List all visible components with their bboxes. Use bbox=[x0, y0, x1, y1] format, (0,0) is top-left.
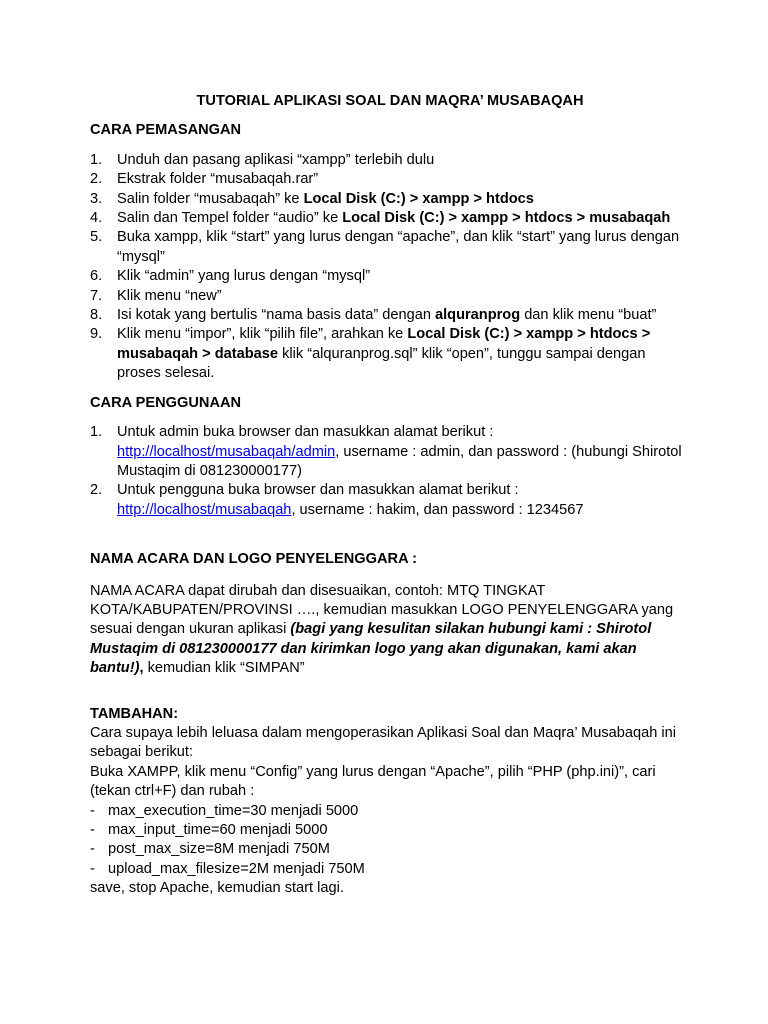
step-path: Local Disk (C:) > xampp > htdocs > musabaqah bbox=[342, 210, 671, 227]
event-text: NAMA ACARA dapat dirubah dan disesuaikan, contoh: MTQ TINGKAT KOTA/KABUPATEN/PROVINSI …., kemudian masukkan LOGO PENYELENGGARA yang sesuai dengan ukuran aplikasi bbox=[90, 582, 674, 638]
install-step bbox=[90, 287, 690, 306]
step-text: dan klik menu “buat” bbox=[520, 307, 657, 324]
step-number: 7. bbox=[90, 287, 103, 304]
dash-bullet: - bbox=[90, 860, 95, 877]
dash-bullet: - bbox=[90, 822, 95, 838]
event-text-end: kemudian klik “SIMPAN” bbox=[143, 660, 305, 677]
php-setting-text: upload_max_filesize=2M menjadi 750M bbox=[108, 860, 365, 877]
install-step bbox=[90, 151, 690, 170]
install-step bbox=[90, 267, 690, 286]
extra-instruction: Buka XAMPP, klik menu “Config” yang lurus dengan “Apache”, pilih “PHP (php.ini)”, cari (tekan ctrl+F) dan rubah : bbox=[90, 763, 656, 800]
php-setting-item bbox=[90, 802, 690, 821]
step-text: klik “alquranprog.sql” klik “open”, tunggu sampai dengan proses selesai. bbox=[117, 345, 646, 382]
step-text: Klik menu “impor”, klik “pilih file”, arahkan ke bbox=[117, 326, 408, 343]
step-number: 1. bbox=[90, 151, 103, 168]
php-setting-item bbox=[90, 840, 690, 859]
step-text: Salin folder “musabaqah” ke bbox=[117, 190, 304, 207]
step-number: 6. bbox=[90, 268, 103, 285]
install-step bbox=[90, 209, 690, 228]
php-setting-text: max_execution_time=30 menjadi 5000 bbox=[108, 802, 359, 819]
step-text: , username : admin, dan password : (hubungi Shirotol Mustaqim di 081230000177) bbox=[117, 443, 682, 479]
usage-step bbox=[90, 423, 690, 481]
install-step bbox=[90, 306, 690, 325]
install-step bbox=[90, 190, 690, 209]
step-text: Isi kotak yang bertulis “nama basis data” dengan bbox=[117, 307, 435, 324]
step-text: Klik “admin” yang lurus dengan “mysql” bbox=[117, 268, 371, 285]
usage-step bbox=[90, 481, 690, 520]
step-number: 3. bbox=[90, 190, 103, 207]
install-step bbox=[90, 325, 690, 383]
step-text: , username : hakim, dan password : 1234567 bbox=[291, 501, 584, 518]
event-comma: , bbox=[139, 660, 144, 677]
extra-heading: TAMBAHAN: bbox=[90, 705, 179, 722]
dash-bullet: - bbox=[90, 841, 95, 858]
event-paragraph bbox=[90, 582, 690, 679]
event-contact-note: (bagi yang kesulitan silakan hubungi kami : Shirotol Mustaqim di 081230000177 dan kirimkan logo yang akan digunakan, kami akan bantu!) bbox=[90, 621, 652, 677]
php-setting-item bbox=[90, 860, 690, 879]
dash-bullet: - bbox=[90, 802, 95, 819]
php-setting-text: max_input_time=60 menjadi 5000 bbox=[108, 822, 328, 838]
step-text: Unduh dan pasang aplikasi “xampp” terlebih dulu bbox=[117, 151, 435, 168]
document-title: TUTORIAL APLIKASI SOAL DAN MAQRA’ MUSABAQAH bbox=[196, 93, 584, 109]
php-setting-text: post_max_size=8M menjadi 750M bbox=[108, 841, 330, 858]
install-steps-list bbox=[90, 151, 690, 384]
step-text: Untuk admin buka browser dan masukkan alamat berikut : bbox=[117, 424, 494, 441]
step-text: Salin dan Tempel folder “audio” ke bbox=[117, 210, 343, 227]
extra-closing: save, stop Apache, kemudian start lagi. bbox=[90, 880, 344, 897]
usage-heading: CARA PENGGUNAAN bbox=[90, 394, 242, 411]
step-number: 8. bbox=[90, 307, 103, 324]
install-step bbox=[90, 170, 690, 189]
user-url-link[interactable]: http://localhost/musabaqah bbox=[117, 501, 292, 518]
install-heading: CARA PEMASANGAN bbox=[90, 122, 242, 139]
database-name: alquranprog bbox=[435, 307, 521, 324]
step-text: Untuk pengguna buka browser dan masukkan alamat berikut : bbox=[117, 482, 519, 499]
step-path: Local Disk (C:) > xampp > htdocs bbox=[303, 190, 534, 207]
event-heading: NAMA ACARA DAN LOGO PENYELENGGARA : bbox=[90, 551, 418, 568]
step-number: 4. bbox=[90, 210, 103, 227]
step-number: 5. bbox=[90, 229, 103, 246]
php-setting-item bbox=[90, 821, 690, 840]
document-page bbox=[90, 92, 690, 899]
step-text: Buka xampp, klik “start” yang lurus dengan “apache”, dan klik “start” yang lurus dengan “mysql” bbox=[117, 229, 680, 265]
step-text: Ekstrak folder “musabaqah.rar” bbox=[117, 171, 319, 188]
admin-url-link[interactable]: http://localhost/musabaqah/admin bbox=[117, 443, 336, 460]
install-step bbox=[90, 228, 690, 267]
step-number: 2. bbox=[90, 171, 103, 188]
step-path: Local Disk (C:) > xampp > htdocs > musabaqah > database bbox=[117, 326, 651, 362]
step-text: Klik menu “new” bbox=[117, 287, 222, 304]
usage-steps-list bbox=[90, 423, 690, 520]
step-number: 1. bbox=[90, 424, 103, 441]
php-settings-list bbox=[90, 802, 690, 880]
step-number: 9. bbox=[90, 326, 103, 343]
step-number: 2. bbox=[90, 482, 103, 499]
extra-intro: Cara supaya lebih leluasa dalam mengoperasikan Aplikasi Soal dan Maqra’ Musabaqah ini sebagai berikut: bbox=[90, 724, 676, 761]
